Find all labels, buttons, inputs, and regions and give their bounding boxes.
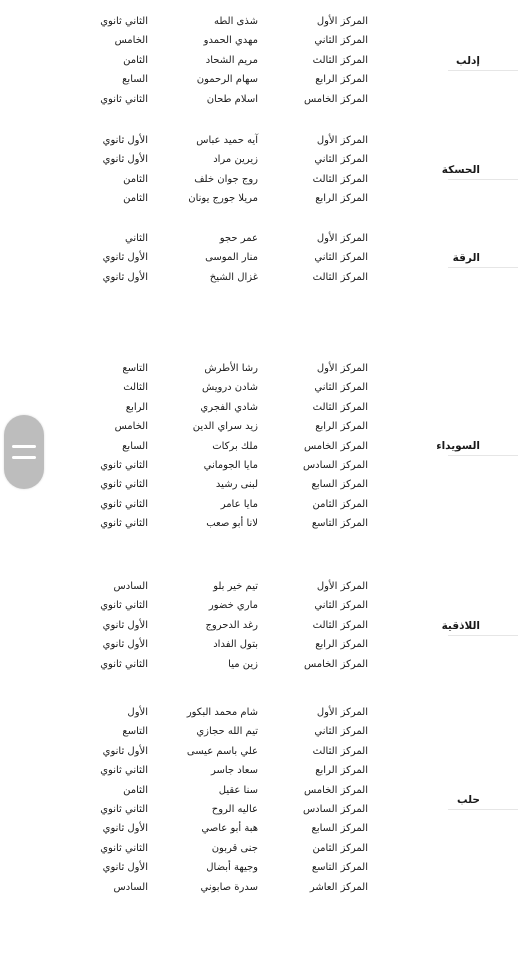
city-divider bbox=[448, 70, 518, 71]
student-name-cell: عاليه الروح bbox=[211, 804, 258, 815]
grade-cell: الثاني ثانوي bbox=[100, 600, 148, 612]
grade-cell: الثامن bbox=[123, 193, 148, 205]
student-name-cell: لانا أبو صعب bbox=[206, 518, 258, 530]
rank-cell: المركز الثاني bbox=[314, 252, 368, 264]
rank-cell: المركز الخامس bbox=[303, 440, 368, 452]
grade-cell: الثاني ثانوي bbox=[100, 658, 148, 670]
grade-cell: الرابع bbox=[125, 401, 148, 413]
city-section bbox=[0, 229, 528, 287]
result-row bbox=[0, 742, 528, 761]
grade-cell: الأول ثانوي bbox=[102, 252, 148, 264]
rank-cell: المركز الخامس bbox=[303, 658, 368, 670]
student-name-cell: تيم الله حجازي bbox=[196, 726, 258, 738]
result-row bbox=[0, 858, 528, 877]
rank-cell: المركز الرابع bbox=[315, 193, 368, 205]
student-name-cell: غزال الشيخ bbox=[209, 271, 258, 283]
rank-cell: المركز الأول bbox=[316, 16, 368, 27]
rank-cell: المركز الرابع bbox=[315, 421, 368, 433]
grade-cell: الأول ثانوي bbox=[102, 154, 148, 166]
result-row bbox=[0, 131, 528, 150]
rank-cell: المركز الثاني bbox=[314, 726, 368, 738]
result-row bbox=[0, 819, 528, 838]
result-row bbox=[0, 378, 528, 397]
student-name-cell: زيد سراي الدين bbox=[192, 421, 258, 433]
result-row bbox=[0, 398, 528, 417]
rank-cell: المركز الثامن bbox=[312, 842, 368, 854]
result-row bbox=[0, 839, 528, 858]
student-name-cell: شادن درويش bbox=[201, 382, 258, 394]
rank-cell: المركز الثاني bbox=[314, 600, 368, 612]
grade-cell: الأول ثانوي bbox=[102, 271, 148, 283]
city-section bbox=[0, 359, 528, 534]
student-name-cell: وجيهة أبضال bbox=[206, 862, 258, 874]
student-name-cell: اسلام طحان bbox=[206, 93, 258, 105]
rank-cell: المركز الثامن bbox=[312, 498, 368, 510]
city-label: الرقة bbox=[452, 252, 480, 265]
rank-cell: المركز الأول bbox=[316, 363, 368, 374]
grade-cell: السابع bbox=[122, 74, 148, 86]
grade-cell: الثاني ثانوي bbox=[100, 804, 148, 815]
result-row bbox=[0, 495, 528, 514]
student-name-cell: شادي الفجري bbox=[200, 401, 258, 413]
rank-cell: المركز السابع bbox=[311, 479, 368, 491]
result-row bbox=[0, 189, 528, 208]
result-row bbox=[0, 781, 528, 800]
grade-cell: الثاني ثانوي bbox=[100, 518, 148, 530]
grade-cell: الثاني ثانوي bbox=[100, 460, 148, 471]
city-section bbox=[0, 131, 528, 209]
rank-cell: المركز العاشر bbox=[309, 881, 368, 893]
rank-cell: المركز الثاني bbox=[314, 154, 368, 166]
grade-cell: الثالث bbox=[123, 382, 148, 394]
rank-cell: المركز الثالث bbox=[312, 173, 368, 185]
rank-cell: المركز الثالث bbox=[312, 54, 368, 66]
grade-cell: الثاني bbox=[124, 233, 148, 244]
rank-cell: المركز السادس bbox=[302, 460, 368, 471]
grade-cell: الثاني ثانوي bbox=[100, 765, 148, 777]
menu-icon-bar-top bbox=[12, 445, 36, 448]
rank-cell: المركز الثاني bbox=[314, 382, 368, 394]
city-label: السويداء bbox=[436, 440, 480, 453]
result-row bbox=[0, 12, 528, 31]
student-name-cell: مايا الجوماني bbox=[203, 460, 258, 471]
student-name-cell: زين ميا bbox=[228, 658, 258, 670]
grade-cell: الثاني ثانوي bbox=[100, 16, 148, 27]
student-name-cell: آيه حميد عباس bbox=[196, 135, 258, 146]
student-name-cell: سنا عقيل bbox=[218, 784, 258, 796]
student-name-cell: سعاد جاسر bbox=[210, 765, 258, 777]
result-row bbox=[0, 514, 528, 533]
grade-cell: الثامن bbox=[123, 784, 148, 796]
grade-cell: السابع bbox=[122, 440, 148, 452]
rank-cell: المركز الأول bbox=[316, 233, 368, 244]
city-label: اللاذقية bbox=[441, 619, 480, 632]
grade-cell: الثامن bbox=[123, 173, 148, 185]
result-row bbox=[0, 248, 528, 267]
rank-cell: المركز التاسع bbox=[311, 518, 368, 530]
grade-cell: الثاني ثانوي bbox=[100, 93, 148, 105]
rank-cell: المركز الثالث bbox=[312, 271, 368, 283]
rank-cell: المركز الخامس bbox=[303, 93, 368, 105]
student-name-cell: روج جوان خلف bbox=[194, 173, 258, 185]
grade-cell: الثاني ثانوي bbox=[100, 498, 148, 510]
student-name-cell: جنى قربون bbox=[211, 842, 258, 854]
grade-cell: السادس bbox=[113, 581, 148, 592]
grade-cell: الخامس bbox=[114, 35, 148, 47]
student-name-cell: رغد الدحروج bbox=[205, 619, 258, 631]
side-menu-handle[interactable] bbox=[4, 415, 44, 489]
result-row bbox=[0, 577, 528, 596]
result-row bbox=[0, 761, 528, 780]
rank-cell: المركز السابع bbox=[311, 823, 368, 835]
rank-cell: المركز الرابع bbox=[315, 765, 368, 777]
grade-cell: الأول ثانوي bbox=[102, 745, 148, 757]
result-row bbox=[0, 703, 528, 722]
result-row bbox=[0, 90, 528, 109]
city-divider bbox=[448, 635, 518, 636]
result-row bbox=[0, 475, 528, 494]
rank-cell: المركز الثالث bbox=[312, 401, 368, 413]
rank-cell: المركز الثالث bbox=[312, 619, 368, 631]
student-name-cell: مهدي الحمدو bbox=[203, 35, 258, 47]
grade-cell: الأول ثانوي bbox=[102, 823, 148, 835]
student-name-cell: ماري خضور bbox=[208, 600, 258, 612]
grade-cell: الأول ثانوي bbox=[102, 639, 148, 651]
city-section bbox=[0, 703, 528, 897]
city-divider bbox=[448, 267, 518, 268]
result-row bbox=[0, 268, 528, 287]
rank-cell: المركز التاسع bbox=[311, 862, 368, 874]
student-name-cell: مريلا جورج يونان bbox=[188, 193, 258, 205]
city-divider bbox=[448, 455, 518, 456]
student-name-cell: منار الموسى bbox=[205, 252, 258, 264]
city-label: إدلب bbox=[455, 54, 480, 67]
result-row bbox=[0, 655, 528, 674]
student-name-cell: علي باسم عيسى bbox=[186, 745, 258, 757]
result-row bbox=[0, 229, 528, 248]
rank-cell: المركز الرابع bbox=[315, 74, 368, 86]
result-row bbox=[0, 51, 528, 70]
city-divider bbox=[448, 809, 518, 810]
menu-icon-bar-bottom bbox=[12, 456, 36, 459]
grade-cell: الأول ثانوي bbox=[102, 619, 148, 631]
student-name-cell: هبة أبو عاصي bbox=[201, 823, 258, 835]
grade-cell: الأول ثانوي bbox=[102, 862, 148, 874]
student-name-cell: سدرة صابوني bbox=[200, 881, 258, 893]
student-name-cell: مايا عامر bbox=[220, 498, 258, 510]
result-row bbox=[0, 722, 528, 741]
student-name-cell: تيم خير بلو bbox=[213, 581, 258, 592]
result-row bbox=[0, 596, 528, 615]
city-label: الحسكة bbox=[441, 163, 480, 176]
city-label: حلب bbox=[457, 794, 480, 806]
rank-cell: المركز السادس bbox=[302, 804, 368, 815]
rank-cell: المركز الخامس bbox=[303, 784, 368, 796]
student-name-cell: زيرين مراد bbox=[213, 154, 258, 166]
grade-cell: السادس bbox=[113, 881, 148, 893]
rank-cell: المركز الرابع bbox=[315, 639, 368, 651]
student-name-cell: سهام الرحمون bbox=[196, 74, 258, 86]
city-divider bbox=[448, 179, 518, 180]
rank-cell: المركز الأول bbox=[316, 707, 368, 718]
grade-cell: الخامس bbox=[114, 421, 148, 433]
student-name-cell: بتول الفداد bbox=[213, 639, 258, 651]
student-name-cell: ملك بركات bbox=[212, 440, 258, 452]
student-name-cell: لبنى رشيد bbox=[215, 479, 258, 491]
grade-cell: الثاني ثانوي bbox=[100, 479, 148, 491]
rank-cell: المركز الثاني bbox=[314, 35, 368, 47]
result-row bbox=[0, 878, 528, 897]
result-row bbox=[0, 70, 528, 89]
grade-cell: الثاني ثانوي bbox=[100, 842, 148, 854]
student-name-cell: شام محمد البكور bbox=[186, 707, 258, 718]
city-section bbox=[0, 577, 528, 674]
rank-cell: المركز الأول bbox=[316, 135, 368, 146]
student-name-cell: رشا الأطرش bbox=[204, 363, 258, 374]
rank-cell: المركز الأول bbox=[316, 581, 368, 592]
student-name-cell: عمر حجو bbox=[219, 233, 258, 244]
rank-cell: المركز الثالث bbox=[312, 745, 368, 757]
result-row bbox=[0, 635, 528, 654]
result-row bbox=[0, 31, 528, 50]
grade-cell: التاسع bbox=[122, 363, 148, 374]
grade-cell: الأول bbox=[127, 707, 148, 718]
result-row bbox=[0, 359, 528, 378]
student-name-cell: مريم الشحاد bbox=[205, 54, 258, 66]
result-row bbox=[0, 456, 528, 475]
grade-cell: الأول ثانوي bbox=[102, 135, 148, 146]
student-name-cell: شذى الطه bbox=[213, 16, 258, 27]
result-row bbox=[0, 417, 528, 436]
grade-cell: الثامن bbox=[123, 54, 148, 66]
city-section bbox=[0, 12, 528, 109]
grade-cell: التاسع bbox=[122, 726, 148, 738]
